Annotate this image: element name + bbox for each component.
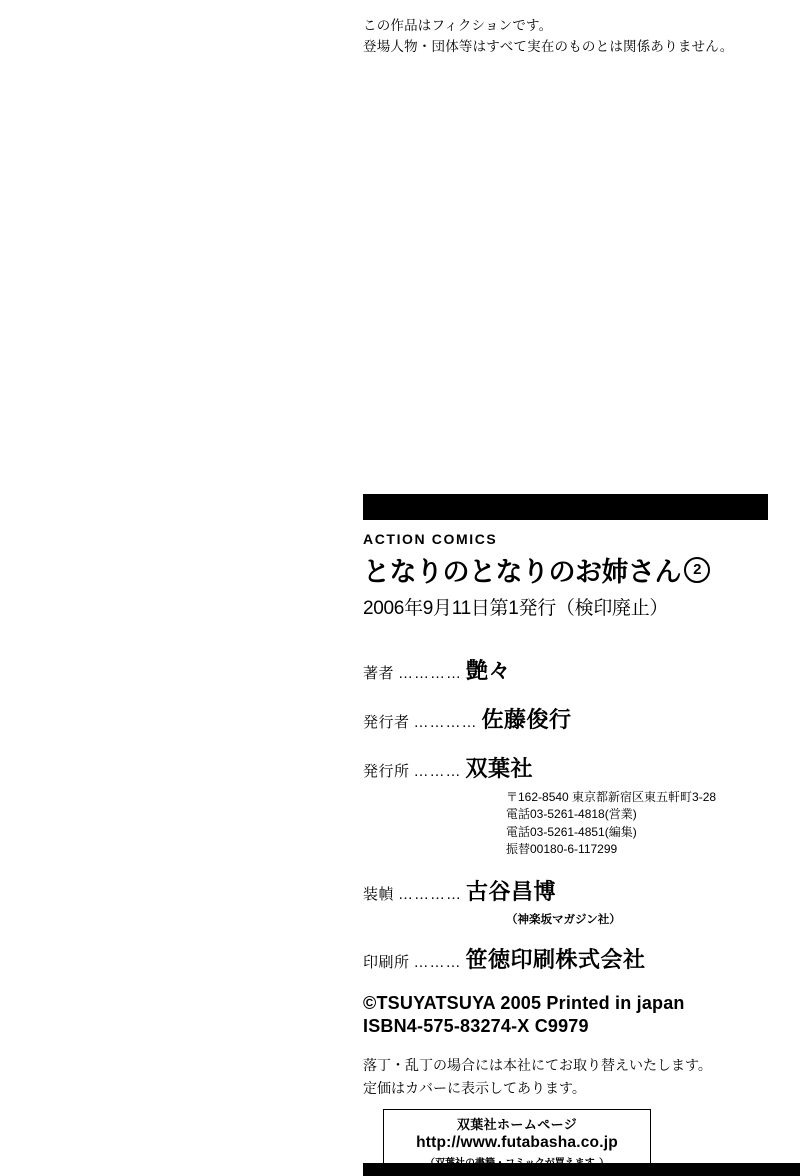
credit-dots: …………: [413, 714, 478, 731]
credit-label: 印刷所: [363, 953, 410, 971]
bottom-black-bar: [363, 1163, 800, 1176]
credit-value: 古谷昌博: [466, 878, 557, 904]
credit-value: 艶々: [466, 658, 512, 683]
publisher-phone-editorial: 電話03-5261-4851(編集): [506, 824, 637, 839]
credit-label: 著者: [363, 665, 395, 682]
homepage-title: 双葉社ホームページ: [456, 1117, 578, 1133]
credit-label: 装幀: [363, 885, 395, 903]
book-title: [363, 550, 768, 589]
publisher-giro-account: 振替00180-6-117299: [506, 842, 618, 857]
top-black-bar: [363, 494, 768, 520]
designer-affiliation: （神楽坂マガジン社）: [506, 913, 621, 926]
book-title-text: となりのとなりのお姉さん: [363, 557, 681, 587]
credit-dots: ………: [413, 953, 462, 971]
imprint-label: ACTION COMICS: [363, 531, 498, 547]
credit-row-designer: [363, 875, 768, 906]
colophon-block: [363, 494, 768, 1175]
credit-value: 双葉社: [465, 756, 534, 781]
credit-dots: …………: [398, 665, 463, 682]
credit-row-publisher: [363, 752, 768, 783]
credit-dots: ………: [413, 763, 462, 780]
isbn-line: ISBN4-575-83274-X C9979: [363, 1015, 589, 1036]
notice-line-1: 落丁・乱丁の場合には本社にてお取り替えいたします。: [363, 1057, 712, 1074]
copyright-line: ©TSUYATSUYA 2005 Printed in japan: [363, 992, 685, 1013]
credit-row-printer: [363, 943, 768, 974]
publisher-address: 〒162-8540 東京都新宿区東五軒町3-28: [506, 790, 717, 804]
credit-value: 佐藤俊行: [481, 707, 572, 732]
credit-label: 発行所: [363, 763, 410, 780]
publisher-address-block: [506, 789, 768, 859]
credit-value: 笹徳印刷株式会社: [465, 946, 646, 972]
credit-row-author: [363, 654, 768, 685]
disclaimer-block: [363, 16, 783, 58]
notice-line-2: 定価はカバーに表示してあります。: [363, 1079, 586, 1096]
disclaimer-line-2: 登場人物・団体等はすべて実在のものとは関係ありません。: [363, 38, 734, 54]
disclaimer-line-1: この作品はフィクションです。: [363, 18, 553, 33]
homepage-url[interactable]: http://www.futabasha.co.jp: [416, 1134, 618, 1152]
publication-date: 2006年9月11日第1発行（検印廃止）: [363, 598, 669, 619]
notice-block: [363, 1054, 768, 1099]
credit-label: 発行者: [363, 714, 410, 731]
volume-number-badge: 2: [684, 557, 710, 583]
publisher-phone-sales: 電話03-5261-4818(営業): [506, 807, 637, 822]
credits-list: [363, 654, 768, 974]
copyright-block: [363, 992, 768, 1039]
credit-dots: …………: [398, 885, 463, 903]
credit-row-publisher-person: [363, 703, 768, 734]
